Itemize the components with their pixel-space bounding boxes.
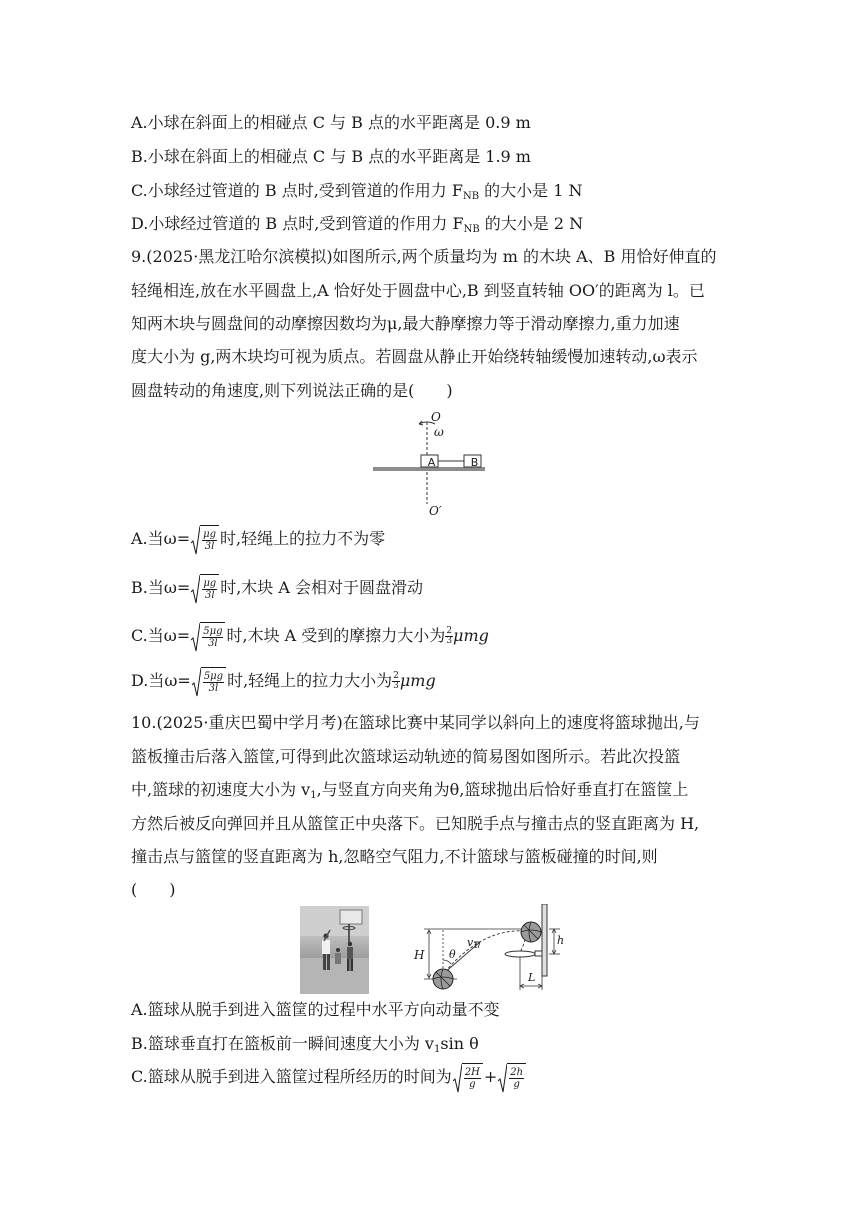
l-label: L [528,971,536,984]
q10-stem-line3: 中,篮球的初速度大小为 $v_1$,与竖直方向夹角为θ,篮球抛出后恰好垂直打在篮筐上 [131,780,689,801]
block-b-label: B [470,456,479,469]
q9-stem-line5: 圆盘转动的角速度,则下列说法正确的是( ) [131,381,453,400]
q8-option-d: D.小球经过管道的 B 点时,受到管道的作用力 $F_{NB}$ 的大小是 2 N [131,214,584,235]
q10-stem-line6: ( ) [131,880,176,899]
q8-option-a: A.小球在斜面上的相碰点 C 与 B 点的水平距离是 0.9 m [131,113,531,132]
basketball-trajectory-diagram [412,904,570,996]
sqrt-expression: $\frac{2h}{g}$ [498,1063,526,1093]
q10-stem-line2: 篮板撞击后落入篮筐,可得到此次篮球运动轨迹的简易图如图所示。若此次投篮 [131,747,681,766]
q10-option-a: A.篮球从脱手到进入篮筐的过程中水平方向动量不变 [131,1000,500,1019]
axis-top-label: O [431,410,441,424]
q9-stem-line3: 知两木块与圆盘间的动摩擦因数均为μ,最大静摩擦力等于滑动摩擦力,重力加速 [131,314,680,333]
theta-label: θ [449,948,456,961]
v1-label: v1 [467,936,479,950]
sqrt-expression: $\frac{\mu g}{3l}$ [191,574,219,604]
q9-stem-line2: 轻绳相连,放在水平圆盘上,A 恰好处于圆盘中心,B 到竖直转轴 OO′的距离为 l。已 [131,281,705,300]
q8-option-b: B.小球在斜面上的相碰点 C 与 B 点的水平距离是 1.9 m [131,147,531,166]
sqrt-expression: $\frac{2H}{g}$ [453,1063,483,1093]
q9-option-d: D.当ω= $\frac{5\mu g}{3l}$ 时,轻绳上的拉力大小为 $\frac{2}{3}$ μmg [131,666,436,697]
block-a-label: A [427,456,436,469]
q9-disk-figure [370,408,490,520]
q9-option-a: A.当ω= $\frac{\mu g}{3l}$ 时,轻绳上的拉力不为零 [131,524,385,555]
q10-stem-line4: 方然后被反向弹回并且从篮筐正中央落下。已知脱手点与撞击点的竖直距离为 H, [131,814,700,833]
q10-option-b: B.篮球垂直打在篮板前一瞬间速度大小为 $v_1\sin$ θ [131,1034,479,1055]
axis-bottom-label: O′ [429,504,442,518]
omega-label: ω [434,425,444,439]
q10-option-c: C.篮球从脱手到进入篮筐过程所经历的时间为 $\frac{2H}{g}$ + $\frac{2h}{g}$ [131,1062,527,1093]
q9-option-b: B.当ω= $\frac{\mu g}{3l}$ 时,木块 A 会相对于圆盘滑动 [131,573,423,604]
sqrt-expression: $\frac{5\mu g}{3l}$ [192,667,226,697]
basketball-photo [300,906,369,994]
q9-option-c: C.当ω= $\frac{5\mu g}{3l}$ 时,木块 A 受到的摩擦力大小为 $\frac{2}{3}$ μmg [131,621,489,652]
sqrt-expression: $\frac{\mu g}{3l}$ [191,525,219,555]
q10-stem-line1: 10.(2025·重庆巴蜀中学月考)在篮球比赛中某同学以斜向上的速度将篮球抛出,与 [131,713,700,732]
q9-stem-line4: 度大小为 g,两木块均可视为质点。若圆盘从静止开始绕转轴缓慢加速转动,ω表示 [131,347,698,366]
q9-stem-line1: 9.(2025·黑龙江哈尔滨模拟)如图所示,两个质量均为 m 的木块 A、B 用恰好伸直的 [131,247,717,266]
q8-option-c: C.小球经过管道的 B 点时,受到管道的作用力 $F_{NB}$ 的大小是 1 N [131,181,583,202]
h-big-label: H [414,948,425,962]
h-small-label: h [557,934,565,947]
sqrt-expression: $\frac{5\mu g}{3l}$ [191,622,225,652]
q10-stem-line5: 撞击点与篮筐的竖直距离为 h,忽略空气阻力,不计篮球与篮板碰撞的时间,则 [131,847,658,866]
